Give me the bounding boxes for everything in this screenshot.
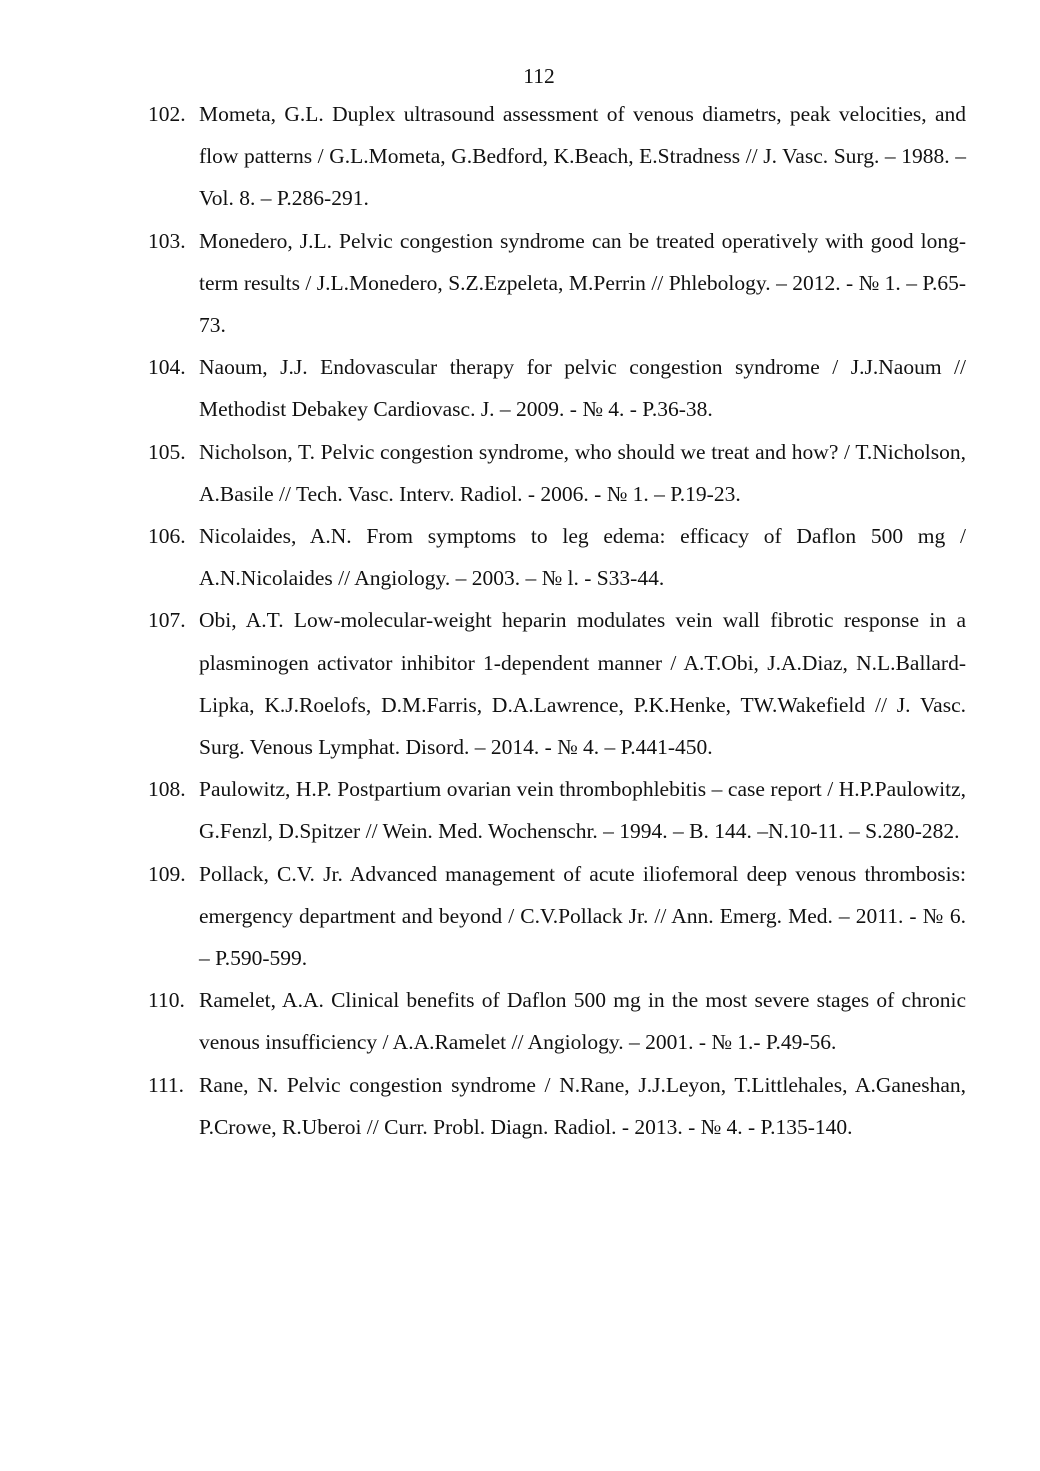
reference-list [148, 93, 966, 1148]
reference-item [148, 768, 966, 852]
reference-text: Obi, A.T. Low-molecular-weight heparin modulates vein wall fibrotic response in a plasminogen activator inhibitor 1-dependent manner / A.T.Obi, J.A.Diaz, N.L.Ballard-Lipka, K.J.Roelofs, D.M.Farris, D.A.Lawrence, P.K.Henke, TW.Wakefield // J. Vasc. Surg. Venous Lymphat. Disord. – 2014. - № 4. – P.441-450. [199, 608, 966, 760]
reference-number: 105. [148, 439, 186, 464]
reference-text: Paulowitz, H.P. Postpartium ovarian vein thrombophlebitis – case report / H.P.Paulowitz, G.Fenzl, D.Spitzer // Wein. Med. Wochenschr. – 1994. – B. 144. –N.10-11. – S.280-282. [199, 777, 966, 844]
reference-item [148, 220, 966, 347]
reference-number: 108. [148, 777, 186, 802]
reference-number: 106. [148, 524, 186, 549]
reference-text: Naoum, J.J. Endovascular therapy for pelvic congestion syndrome / J.J.Naoum // Methodist Debakey Cardiovasc. J. – 2009. - № 4. - P.36-38. [199, 355, 966, 422]
reference-item [148, 515, 966, 599]
reference-number: 103. [148, 228, 186, 253]
reference-text: Ramelet, A.A. Clinical benefits of Daflon 500 mg in the most severe stages of chronic venous insufficiency / A.A.Ramelet // Angiology. – 2001. - № 1.- P.49-56. [199, 988, 966, 1055]
reference-text: Rane, N. Pelvic congestion syndrome / N.Rane, J.J.Leyon, T.Littlehales, A.Ganeshan, P.Crowe, R.Uberoi // Curr. Probl. Diagn. Radiol. - 2013. - № 4. - P.135-140. [199, 1072, 966, 1139]
page-number: 112 [523, 64, 555, 88]
reference-text: Nicolaides, A.N. From symptoms to leg edema: efficacy of Daflon 500 mg / A.N.Nicolaides // Angiology. – 2003. – № l. - S33-44. [199, 524, 966, 591]
reference-number: 111. [148, 1072, 185, 1097]
reference-item [148, 979, 966, 1063]
reference-number: 104. [148, 355, 186, 380]
reference-number: 107. [148, 608, 186, 633]
reference-text: Mometa, G.L. Duplex ultrasound assessment of venous diametrs, peak velocities, and flow patterns / G.L.Mometa, G.Bedford, K.Beach, E.Stradness // J. Vasc. Surg. – 1988. – Vol. 8. – P.286-291. [199, 102, 966, 211]
reference-item [148, 93, 966, 220]
reference-item [148, 1064, 966, 1148]
reference-text: Nicholson, T. Pelvic congestion syndrome, who should we treat and how? / T.Nicholson, A.Basile // Tech. Vasc. Interv. Radiol. - 2006. - № 1. – P.19-23. [199, 439, 966, 506]
reference-number: 109. [148, 861, 186, 886]
reference-item [148, 431, 966, 515]
reference-item [148, 346, 966, 430]
reference-item [148, 853, 966, 980]
reference-text: Pollack, C.V. Jr. Advanced management of acute iliofemoral deep venous thrombosis: emergency department and beyond / C.V.Pollack Jr. // Ann. Emerg. Med. – 2011. - № 6. – P.590-599. [199, 861, 966, 971]
reference-item [148, 599, 966, 768]
reference-number: 110. [148, 988, 185, 1013]
reference-text: Monedero, J.L. Pelvic congestion syndrome can be treated operatively with good long-term results / J.L.Monedero, S.Z.Ezpeleta, M.Perrin // Phlebology. – 2012. - № 1. – P.65-73. [199, 228, 966, 338]
reference-number: 102. [148, 102, 186, 126]
